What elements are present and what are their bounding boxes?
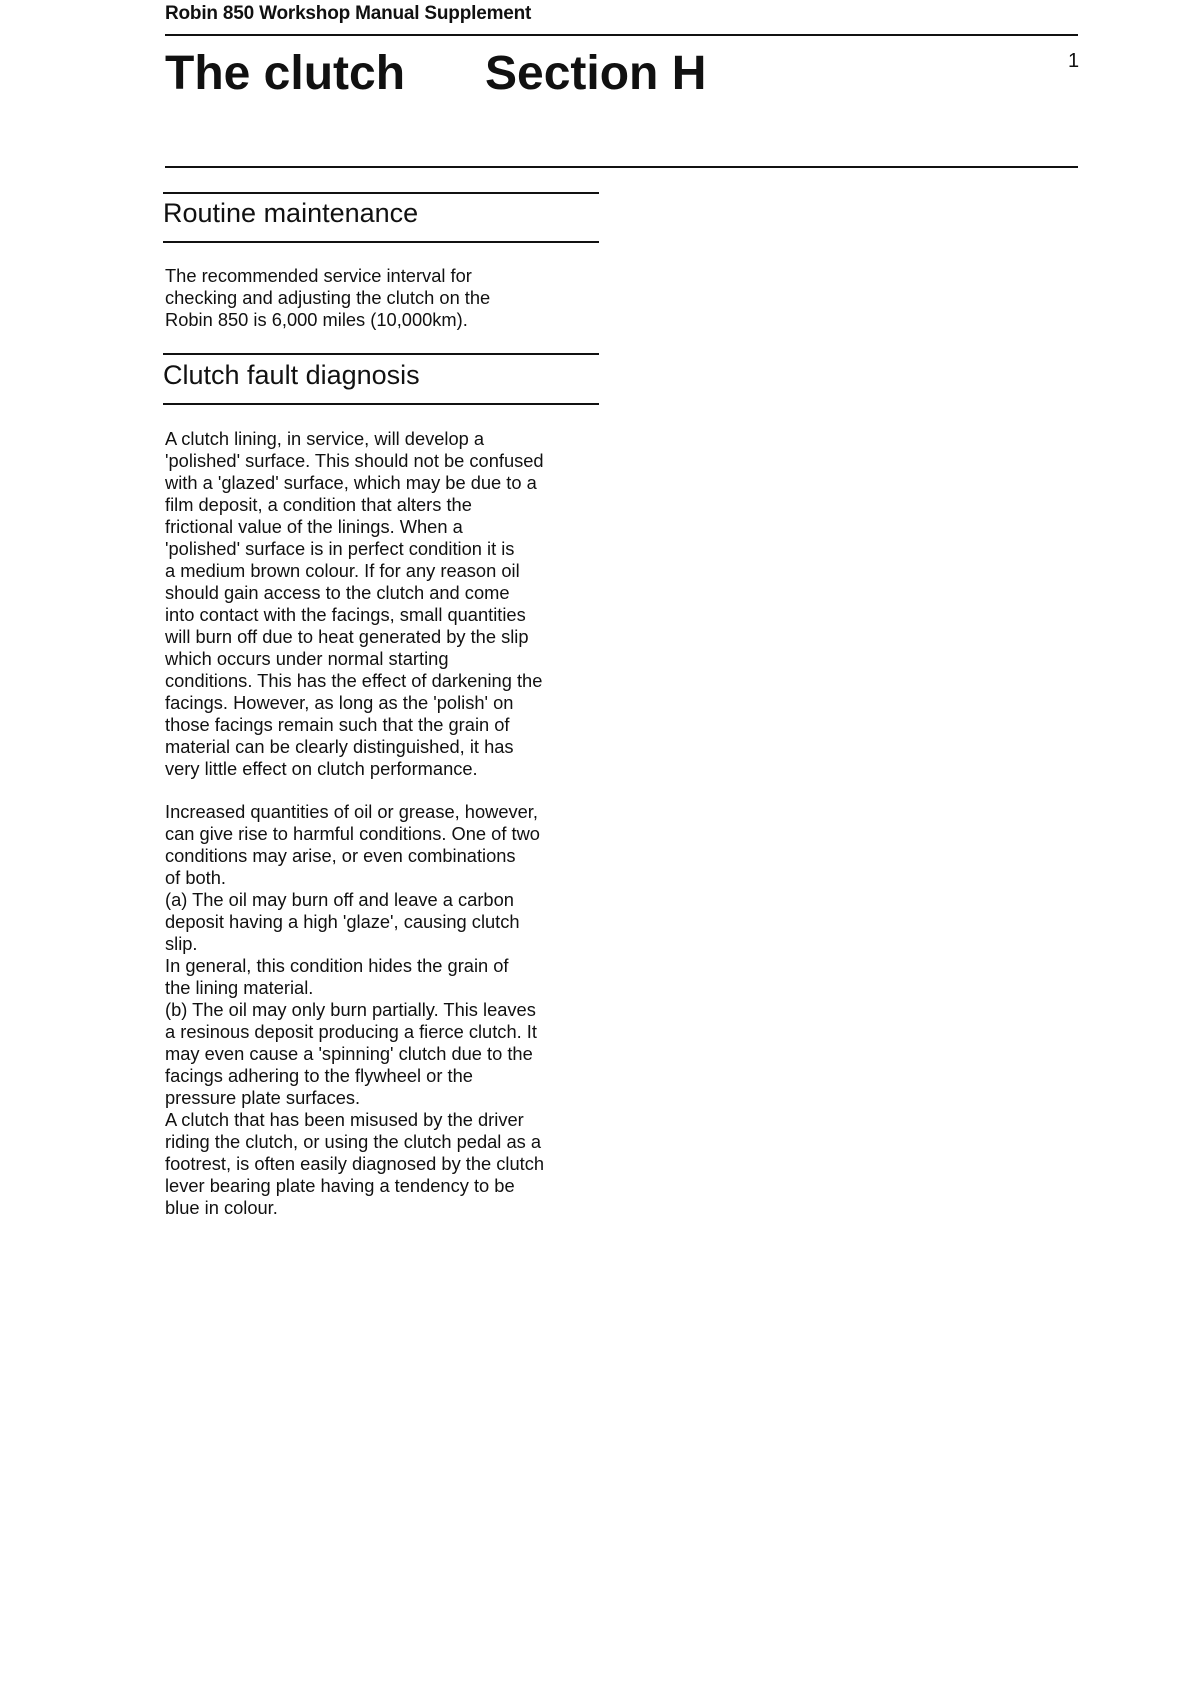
text-line: can give rise to harmful conditions. One of two xyxy=(165,823,540,844)
heading-rule-top xyxy=(163,192,599,194)
paragraph-fault-diagnosis-1 xyxy=(165,428,605,780)
text-line: facings. However, as long as the 'polish' on xyxy=(165,692,514,713)
text-line: In general, this condition hides the grain of xyxy=(165,955,509,976)
text-line: should gain access to the clutch and come xyxy=(165,582,510,603)
text-line: lever bearing plate having a tendency to be xyxy=(165,1175,515,1196)
chapter-title: The clutch xyxy=(165,47,406,100)
text-line: footrest, is often easily diagnosed by the clutch xyxy=(165,1153,545,1174)
text-line: the lining material. xyxy=(165,977,314,998)
text-line: facings adhering to the flywheel or the xyxy=(165,1065,473,1086)
text-line: which occurs under normal starting xyxy=(165,648,449,669)
text-line: conditions may arise, or even combinations xyxy=(165,845,516,866)
page-number: 1 xyxy=(1068,50,1080,72)
text-line: A clutch that has been misused by the driver xyxy=(165,1109,524,1130)
text-line: will burn off due to heat generated by the slip xyxy=(165,626,529,647)
text-line: 'polished' surface. This should not be confused xyxy=(165,450,544,471)
heading-rule-bottom xyxy=(163,241,599,243)
text-line: of both. xyxy=(165,867,226,888)
section-label: Section H xyxy=(485,47,707,100)
paragraph-routine-maintenance xyxy=(165,265,605,331)
text-line: slip. xyxy=(165,933,198,954)
text-line: Robin 850 is 6,000 miles (10,000km). xyxy=(165,309,468,330)
text-line: conditions. This has the effect of darkening the xyxy=(165,670,543,691)
text-line: material can be clearly distinguished, it has xyxy=(165,736,514,757)
text-line: riding the clutch, or using the clutch pedal as a xyxy=(165,1131,542,1152)
text-line: blue in colour. xyxy=(165,1197,278,1218)
text-line: 'polished' surface is in perfect condition it is xyxy=(165,538,515,559)
text-line: Increased quantities of oil or grease, however, xyxy=(165,801,538,822)
text-line: (b) The oil may only burn partially. This leaves xyxy=(165,999,536,1020)
text-line: The recommended service interval for xyxy=(165,265,472,286)
text-line: into contact with the facings, small quantities xyxy=(165,604,526,625)
text-line: a medium brown colour. If for any reason oil xyxy=(165,560,520,581)
paragraph-fault-diagnosis-2 xyxy=(165,801,605,1219)
heading-rule-bottom xyxy=(163,403,599,405)
manual-name: Robin 850 Workshop Manual Supplement xyxy=(165,3,532,24)
section-heading-clutch-fault-diagnosis: Clutch fault diagnosis xyxy=(163,360,420,390)
text-line: checking and adjusting the clutch on the xyxy=(165,287,491,308)
text-line: A clutch lining, in service, will develop a xyxy=(165,428,485,449)
text-line: (a) The oil may burn off and leave a carbon xyxy=(165,889,514,910)
text-line: with a 'glazed' surface, which may be due to a xyxy=(165,472,537,493)
header-bottom-rule xyxy=(165,166,1078,168)
text-line: very little effect on clutch performance. xyxy=(165,758,478,779)
text-line: film deposit, a condition that alters the xyxy=(165,494,472,515)
text-line: deposit having a high 'glaze', causing clutch xyxy=(165,911,520,932)
text-line: may even cause a 'spinning' clutch due to the xyxy=(165,1043,533,1064)
text-line: a resinous deposit producing a fierce clutch. It xyxy=(165,1021,537,1042)
heading-rule-top xyxy=(163,353,599,355)
text-line: pressure plate surfaces. xyxy=(165,1087,361,1108)
section-heading-routine-maintenance: Routine maintenance xyxy=(163,198,419,228)
header-top-rule xyxy=(165,34,1078,36)
text-line: those facings remain such that the grain of xyxy=(165,714,510,735)
text-line: frictional value of the linings. When a xyxy=(165,516,463,537)
